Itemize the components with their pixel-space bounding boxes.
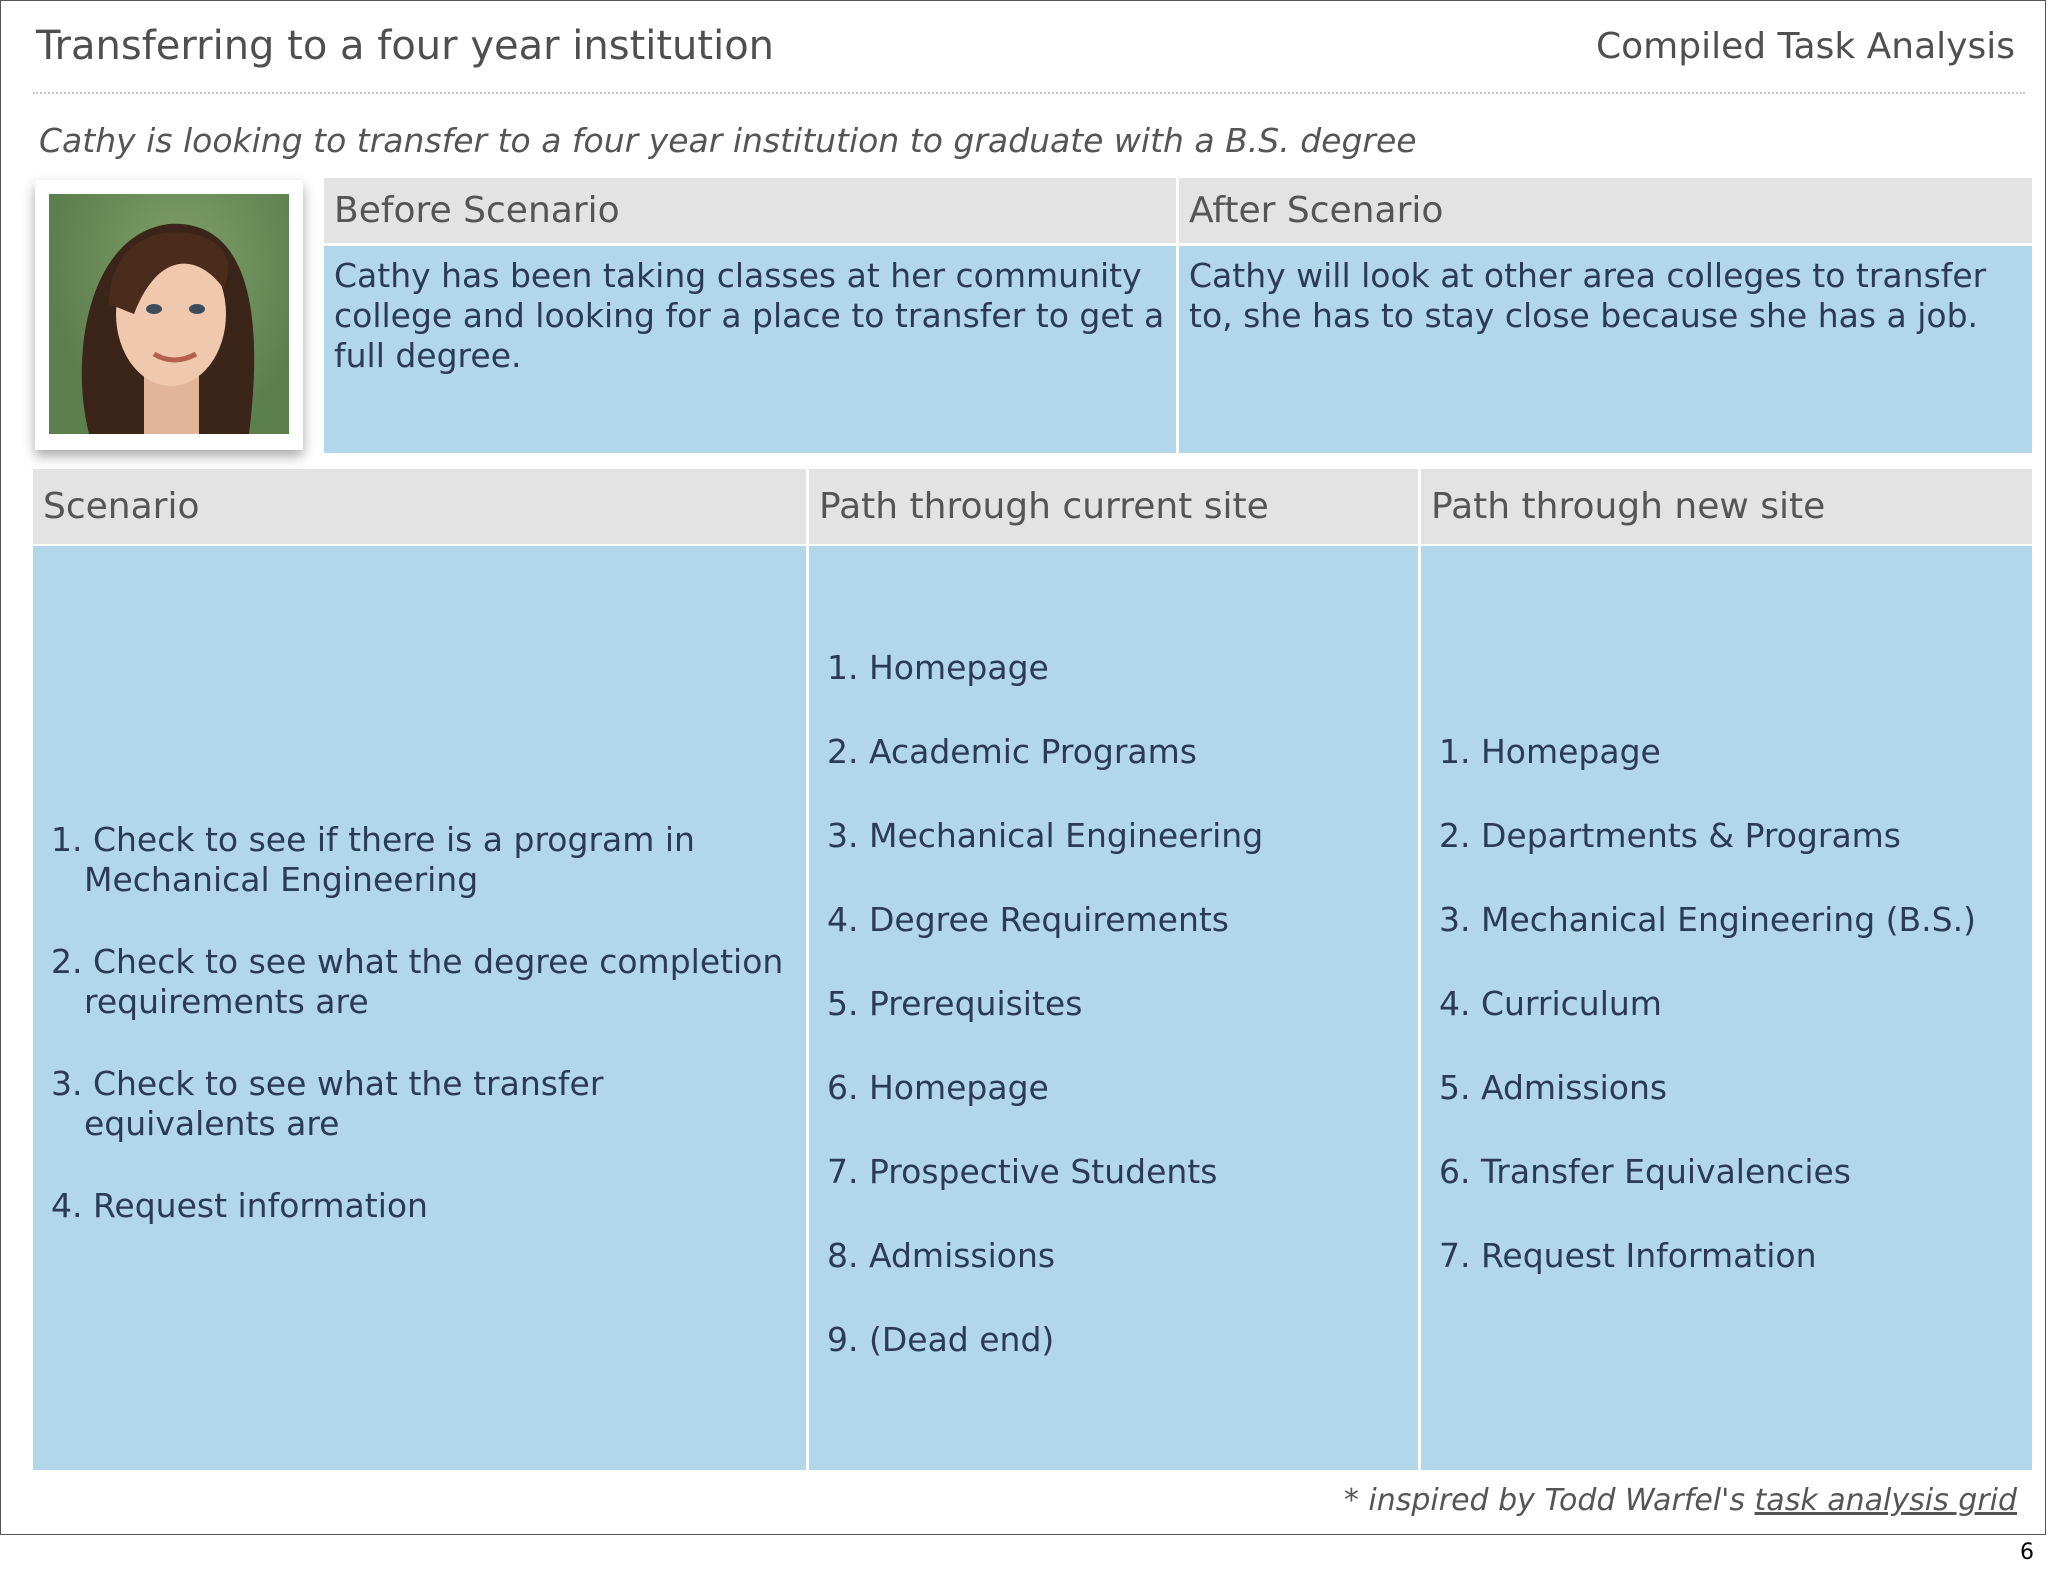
list-item: 7. Prospective Students (827, 1152, 1218, 1191)
list-item: 6. Transfer Equivalencies (1439, 1152, 1851, 1191)
list-item: 1. Homepage (827, 648, 1049, 687)
persona-photo-frame (35, 180, 303, 450)
list-item: 2. Academic Programs (827, 732, 1197, 771)
before-scenario-text: Cathy has been taking classes at her community college and looking for a place to transfer to get a full degree. (324, 246, 1176, 453)
list-item: 2. Departments & Programs (1439, 816, 1901, 855)
list-item: 1. Homepage (1439, 732, 1661, 771)
persona-photo (49, 194, 289, 434)
grid-header-new-site: Path through new site (1421, 469, 2032, 544)
list-item: 3. Mechanical Engineering (827, 816, 1264, 855)
slide-subtitle: Compiled Task Analysis (1596, 26, 2015, 67)
footnote (1344, 1483, 2017, 1518)
list-item: 3. Check to see what the transfer equivalents are (51, 1064, 604, 1143)
divider (33, 92, 2025, 94)
grid-header-current-site: Path through current site (809, 469, 1418, 544)
list-item: 8. Admissions (827, 1236, 1056, 1275)
list-item: 3. Mechanical Engineering (B.S.) (1439, 900, 1976, 939)
after-scenario-header: After Scenario (1179, 178, 2032, 243)
new-path-column (1421, 546, 2032, 1470)
list-item: 4. Degree Requirements (827, 900, 1229, 939)
task-analysis-grid-link[interactable]: task analysis grid (1754, 1483, 2017, 1518)
list-item: 1. Check to see if there is a program in Mechanical Engineering (51, 820, 695, 899)
scenario-column (33, 546, 806, 1470)
list-item: 5. Prerequisites (827, 984, 1083, 1023)
list-item: 5. Admissions (1439, 1068, 1668, 1107)
grid-header-scenario: Scenario (33, 469, 806, 544)
list-item: 4. Request information (51, 1186, 428, 1225)
list-item: 6. Homepage (827, 1068, 1049, 1107)
list-item: 7. Request Information (1439, 1236, 1817, 1275)
footnote-text: * inspired by Todd Warfel's (1343, 1483, 1755, 1518)
tagline: Cathy is looking to transfer to a four year institution to graduate with a B.S. degree (39, 121, 1417, 160)
page-number: 6 (2020, 1540, 2034, 1565)
list-item: 9. (Dead end) (827, 1320, 1055, 1359)
list-item: 4. Curriculum (1439, 984, 1662, 1023)
list-item: 2. Check to see what the degree completion requirements are (51, 942, 784, 1021)
current-path-column (809, 546, 1418, 1470)
after-scenario-text: Cathy will look at other area colleges to transfer to, she has to stay close because she has a job. (1179, 246, 2032, 453)
page-title: Transferring to a four year institution (36, 23, 775, 69)
before-scenario-header: Before Scenario (324, 178, 1176, 243)
